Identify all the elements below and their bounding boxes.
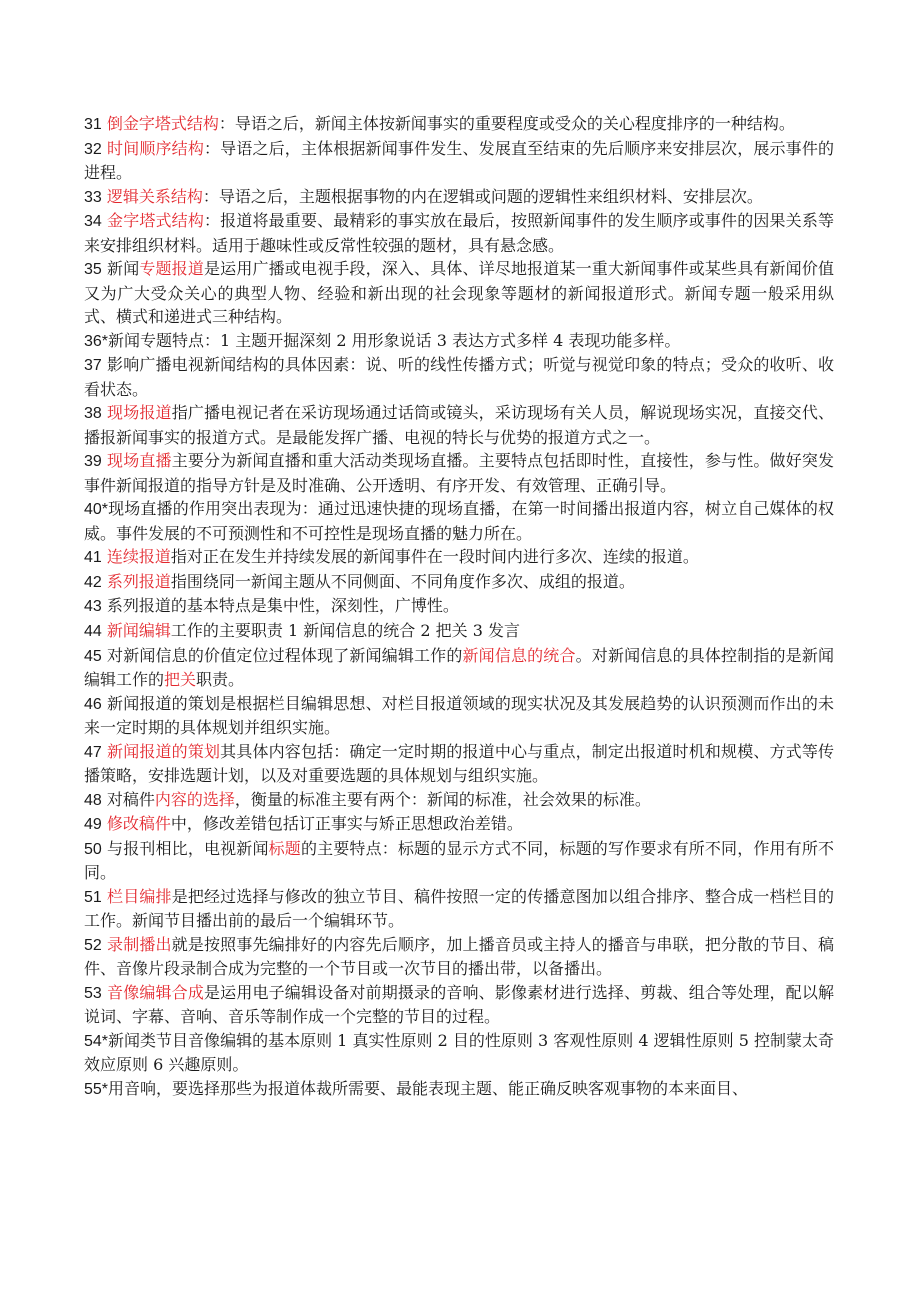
entry-text: 新闻类节目音像编辑的基本原则 1 真实性原则 2 目的性原则 3 客观性原则 4 逻辑性原则 5 控制蒙太奇效应原则 6 兴趣原则。 xyxy=(84,1030,834,1075)
highlighted-term: 新闻编辑 xyxy=(106,620,171,640)
entry-number: 35 xyxy=(84,261,102,279)
entry-text: 新闻专题特点：1 主题开掘深刻 2 用形象说话 3 表达方式多样 4 表现功能多样。 xyxy=(108,330,681,350)
entry-number: 44 xyxy=(84,622,102,640)
entry-number: 34 xyxy=(84,213,102,231)
entry-number: 47 xyxy=(84,743,102,761)
entry-text: 影响广播电视新闻结构的具体因素：说、听的线性传播方式；听觉与视觉印象的特点；受众的收听、收看状态。 xyxy=(84,355,834,399)
highlighted-term: 逻辑关系结构 xyxy=(106,186,203,206)
entry-number: 32 xyxy=(84,140,102,158)
highlighted-term: 现场直播 xyxy=(107,451,172,471)
highlighted-term: 新闻报道的策划 xyxy=(107,741,221,761)
entry-text: 指对正在发生并持续发展的新闻事件在一段时间内进行多次、连续的报道。 xyxy=(170,547,699,567)
entry-35 xyxy=(84,257,834,328)
entry-number: 49 xyxy=(84,816,102,834)
entry-47 xyxy=(84,740,834,788)
entry-number: 37 xyxy=(84,357,102,375)
document-page xyxy=(84,112,834,1101)
entry-text: 新闻 xyxy=(101,259,140,279)
entry-text: 指广播电视记者在采访现场通过话筒或镜头，采访现场有关人员，解说现场实况，直接交代、播报新闻事实的报道方式。是最能发挥广播、电视的特长与优势的报道方式之一。 xyxy=(84,403,834,447)
entry-45 xyxy=(84,644,834,692)
highlighted-term: 倒金字塔式结构 xyxy=(106,114,219,133)
entry-43 xyxy=(84,594,834,618)
entry-text: 对新闻信息的价值定位过程体现了新闻编辑工作的 xyxy=(101,645,463,665)
entry-number: 53 xyxy=(84,984,102,1002)
entry-42 xyxy=(84,570,834,594)
entry-number: 41 xyxy=(84,549,102,567)
entry-31 xyxy=(84,112,834,136)
entry-33 xyxy=(84,185,834,209)
entry-50 xyxy=(84,837,834,885)
entry-text: 新闻报道的策划是根据栏目编辑思想、对栏目报道领域的现实状况及其发展趋势的认识预测而作出的未来一定时期的具体规划并组织实施。 xyxy=(84,693,834,737)
highlighted-term: 专题报道 xyxy=(139,259,204,279)
entry-text: ，衡量的标准主要有两个：新闻的标准，社会效果的标准。 xyxy=(234,789,651,809)
highlighted-term: 修改稿件 xyxy=(106,814,171,834)
highlighted-term: 把关 xyxy=(164,669,197,689)
entry-text: 是把经过选择与修改的独立节目、稿件按照一定的传播意图加以组合排序、整合成一档栏目的工作。新闻节目播出前的最后一个编辑环节。 xyxy=(84,886,834,931)
entry-text: 其具体内容包括：确定一定时期的报道中心与重点，制定出报道时机和规模、方式等传播策略，安排选题计划，以及对重要选题的具体规划与组织实施。 xyxy=(84,741,834,785)
entry-text: 用音响，要选择那些为报道体裁所需要、最能表现主题、能正确反映客观事物的本来面目、 xyxy=(108,1078,749,1098)
entry-number: 43 xyxy=(84,598,102,616)
entry-number: 52 xyxy=(84,936,102,954)
highlighted-term: 录制播出 xyxy=(107,934,172,954)
entry-text: 职责。 xyxy=(196,669,245,689)
highlighted-term: 时间顺序结构 xyxy=(107,138,204,158)
entry-number: 38 xyxy=(84,405,102,423)
highlighted-term: 金字塔式结构 xyxy=(107,211,204,231)
entry-text: 指围绕同一新闻主题从不同侧面、不同角度作多次、成组的报道。 xyxy=(170,571,635,591)
entry-32 xyxy=(84,137,834,185)
highlighted-term: 栏目编排 xyxy=(107,886,172,906)
highlighted-term: 标题 xyxy=(268,838,301,858)
entry-number: 48 xyxy=(84,791,102,809)
entry-38 xyxy=(84,401,834,449)
entry-text: 工作的主要职责 1 新闻信息的统合 2 把关 3 发言 xyxy=(170,620,520,640)
entry-text: 就是按照事先编排好的内容先后顺序，加上播音员或主持人的播音与串联，把分散的节目、稿件、音像片段录制合成为完整的一个节目或一次节目的播出带，以备播出。 xyxy=(84,934,834,979)
entry-text: 是运用广播或电视手段，深入、具体、详尽地报道某一重大新闻事件或某些具有新闻价值又为广大受众关心的典型人物、经验和新出现的社会现象等题材的新闻报道形式。新闻专题一般采用纵式、横式和递进式三种结构。 xyxy=(84,259,834,326)
entry-number: 33 xyxy=(84,188,102,206)
entry-49 xyxy=(84,812,834,836)
entry-text: 现场直播的作用突出表现为：通过迅速快捷的现场直播，在第一时间播出报道内容，树立自己媒体的权威。事件发展的不可预测性和不可控性是现场直播的魅力所在。 xyxy=(84,499,834,543)
entry-number: 54* xyxy=(84,1032,109,1050)
entry-54-star xyxy=(84,1029,834,1077)
entry-text: ：导语之后，主体根据新闻事件发生、发展直至结束的先后顺序来安排层次，展示事件的进程。 xyxy=(84,138,834,182)
entry-40-star xyxy=(84,497,834,545)
entry-46 xyxy=(84,692,834,740)
entry-text: 是运用电子编辑设备对前期摄录的音响、影像素材进行选择、剪裁、组合等处理，配以解说词、字幕、音响、音乐等制作成一个完整的节目的过程。 xyxy=(84,982,834,1027)
entry-text: ：导语之后，新闻主体按新闻事实的重要程度或受众的关心程度排序的一种结构。 xyxy=(218,114,795,133)
entry-53 xyxy=(84,981,834,1029)
entry-55-star xyxy=(84,1077,834,1101)
entry-number: 46 xyxy=(84,695,102,713)
entry-text: 系列报道的基本特点是集中性，深刻性，广博性。 xyxy=(101,596,459,616)
entry-number: 45 xyxy=(84,647,102,665)
entry-text: 。对新闻信息的具体控制指的是新闻编辑工作的 xyxy=(84,645,834,689)
entry-text: 中，修改差错包括订正事实与矫正思想政治差错。 xyxy=(170,814,523,834)
entry-36-star xyxy=(84,329,834,353)
entry-number: 50 xyxy=(84,840,102,858)
highlighted-term: 系列报道 xyxy=(106,571,171,591)
entry-text: 与报刊相比，电视新闻 xyxy=(101,838,269,858)
highlighted-term: 内容的选择 xyxy=(154,789,235,809)
entry-number: 36* xyxy=(84,332,109,350)
entry-text: ：导语之后，主题根据事物的内在逻辑或问题的逻辑性来组织材料、安排层次。 xyxy=(202,186,763,206)
highlighted-term: 新闻信息的统合 xyxy=(462,645,576,665)
entry-number: 51 xyxy=(84,888,102,906)
entry-number: 40* xyxy=(84,501,109,519)
entry-52 xyxy=(84,933,834,981)
entry-34 xyxy=(84,209,834,257)
highlighted-term: 连续报道 xyxy=(106,547,171,567)
entry-number: 39 xyxy=(84,453,102,471)
highlighted-term: 音像编辑合成 xyxy=(107,982,204,1002)
entry-41 xyxy=(84,545,834,569)
entry-37 xyxy=(84,353,834,401)
entry-51 xyxy=(84,885,834,933)
entry-number: 31 xyxy=(84,116,102,133)
entry-44 xyxy=(84,619,834,643)
entry-text: 的主要特点：标题的显示方式不同，标题的写作要求有所不同，作用有所不同。 xyxy=(84,838,834,883)
highlighted-term: 现场报道 xyxy=(107,403,172,423)
entry-39 xyxy=(84,449,834,497)
entry-text: ：报道将最重要、最精彩的事实放在最后，按照新闻事件的发生顺序或事件的因果关系等来安排组织材料。适用于趣味性或反常性较强的题材，具有悬念感。 xyxy=(84,211,834,255)
entry-text: 主要分为新闻直播和重大活动类现场直播。主要特点包括即时性，直接性，参与性。做好突发事件新闻报道的指导方针是及时准确、公开透明、有序开发、有效管理、正确引导。 xyxy=(84,451,834,495)
entry-text: 对稿件 xyxy=(101,789,155,809)
entry-48 xyxy=(84,788,834,812)
entry-number: 42 xyxy=(84,573,102,591)
entry-number: 55* xyxy=(84,1080,109,1098)
